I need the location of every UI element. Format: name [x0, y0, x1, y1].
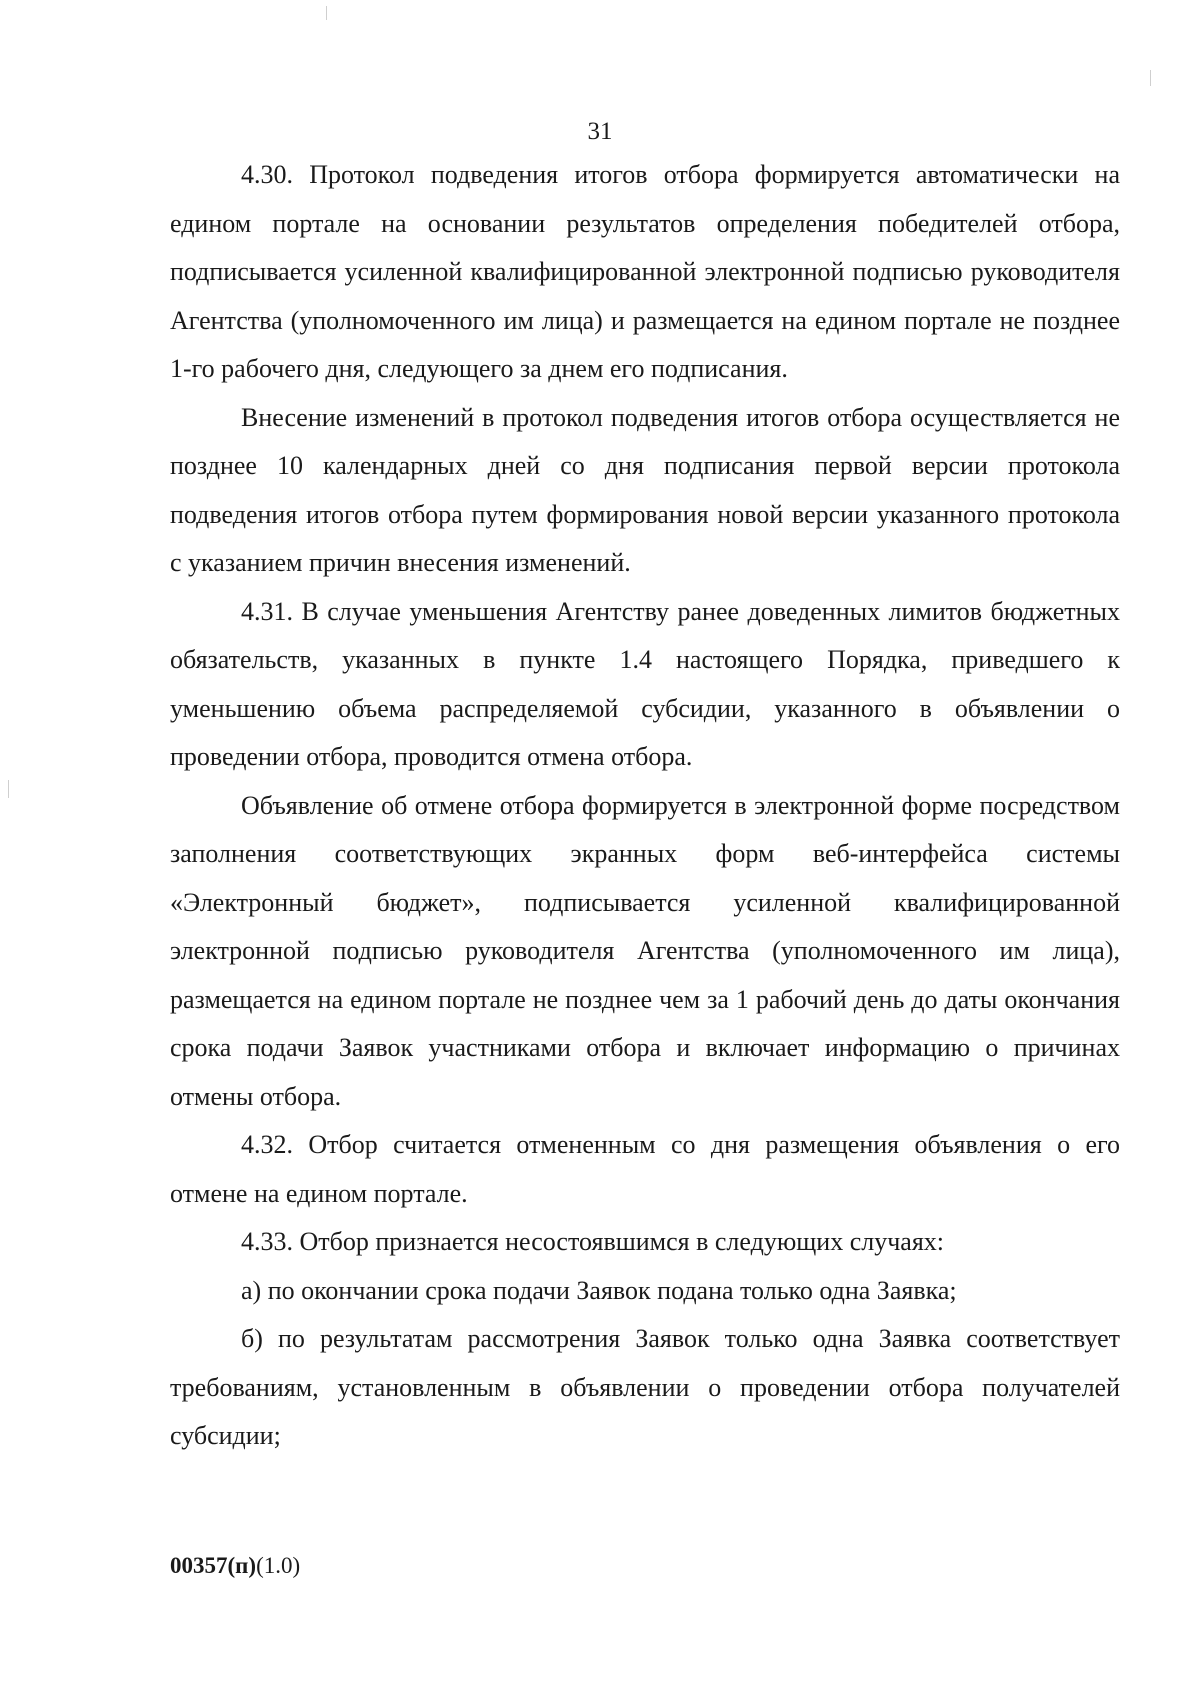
scan-artifact-right	[1150, 70, 1151, 86]
list-item-b: б) по результатам рассмотрения Заявок только одна Заявка соответствует требованиям, установленным в объявлении о проведении отбора получателей субсидии;	[170, 1324, 1120, 1450]
paragraph-protocol-changes: Внесение изменений в протокол подведения итогов отбора осуществляется не позднее 10 календарных дней со дня подписания первой версии протокола подведения итогов отбора путем формирования новой версии указанного протокола с указанием причин внесения изменений.	[170, 402, 1120, 577]
paragraph-4-31: 4.31. В случае уменьшения Агентству ранее доведенных лимитов бюджетных обязательств, указанных в пункте 1.4 настоящего Порядка, приведшего к уменьшению объема распределяемой субсидии, указанного в объявлении о проведении отбора, проводится отмена отбора.	[170, 596, 1120, 771]
document-code-version: (1.0)	[256, 1553, 301, 1578]
paragraph-cancellation-notice: Объявление об отмене отбора формируется в электронной форме посредством заполнения соответствующих экранных форм веб-интерфейса системы «Электронный бюджет», подписывается усиленной квалифицированной электронной подписью руководителя Агентства (уполномоченного им лица), размещается на едином портале не позднее чем за 1 рабочий день до даты окончания срока подачи Заявок участниками отбора и включает информацию о причинах отмены отбора.	[170, 790, 1120, 1111]
list-item-a: а) по окончании срока подачи Заявок подана только одна Заявка;	[241, 1275, 957, 1305]
document-body	[170, 151, 1120, 1461]
scan-artifact-left	[8, 780, 9, 798]
paragraph-4-32: 4.32. Отбор считается отмененным со дня размещения объявления о его отмене на едином портале.	[170, 1130, 1120, 1208]
document-code	[170, 1553, 300, 1579]
scan-artifact-top	[326, 6, 327, 20]
document-code-bold: 00357(п)	[170, 1553, 257, 1578]
paragraph-4-30: 4.30. Протокол подведения итогов отбора формируется автоматически на едином портале на основании результатов определения победителей отбора, подписывается усиленной квалифицированной электронной подписью руководителя Агентства (уполномоченного им лица) и размещается на едином портале не позднее 1-го рабочего дня, следующего за днем его подписания.	[170, 160, 1120, 383]
paragraph-4-33: 4.33. Отбор признается несостоявшимся в следующих случаях:	[241, 1227, 945, 1256]
page-number: 31	[587, 118, 613, 145]
